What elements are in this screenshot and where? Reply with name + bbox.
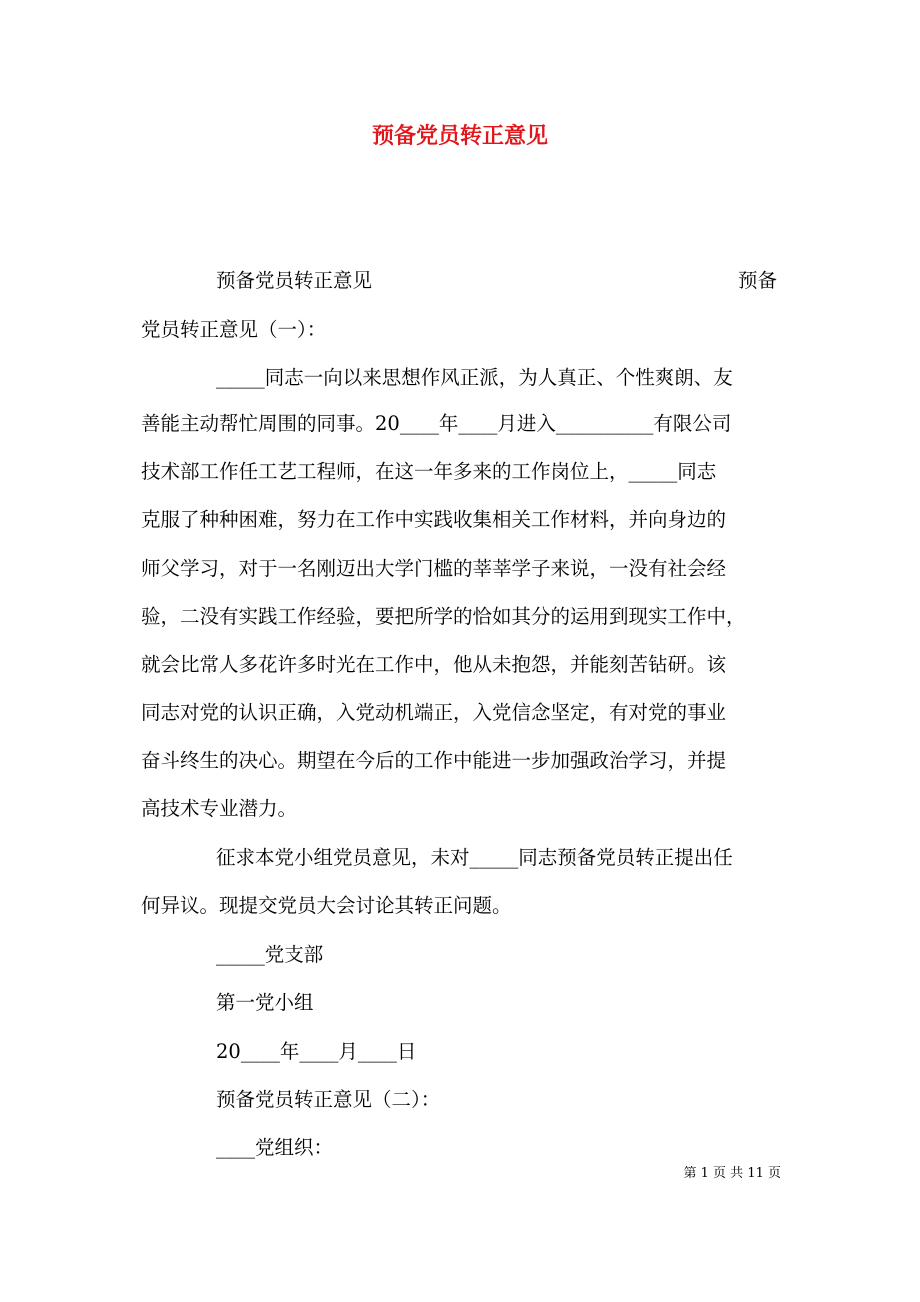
section-one-heading: 党员转正意见（一）： [141, 318, 327, 341]
paragraph-line: 奋斗终生的决心。期望在今后的工作中能进一步加强政治学习，并提 [141, 749, 727, 772]
paragraph-line: 技术部工作任工艺工程师，在这一年多来的工作岗位上，_____同志 [141, 460, 717, 483]
page-number-footer: 第 1 页 共 11 页 [683, 1166, 781, 1181]
paragraph-line: 善能主动帮忙周围的同事。20____年____月进入__________有限公司 [141, 412, 732, 435]
section-two-heading: 预备党员转正意见（二）： [216, 1088, 441, 1111]
signature-date: 20____年____月____日 [216, 1040, 417, 1063]
signature-branch: _____党支部 [216, 943, 324, 966]
paragraph-line: 验，二没有实践工作经验，要把所学的恰如其分的运用到现实工作中， [141, 605, 746, 628]
paragraph-line: 师父学习，对于一名刚迈出大学门槛的莘莘学子来说，一没有社会经 [141, 557, 727, 580]
paragraph-line: 同志对党的认识正确，入党动机端正，入党信念坚定，有对党的事业 [141, 701, 727, 724]
heading-line-left: 预备党员转正意见 [216, 269, 373, 292]
paragraph-line: 克服了种种困难，努力在工作中实践收集相关工作材料，并向身边的 [141, 508, 727, 531]
document-title: 预备党员转正意见 [371, 123, 548, 149]
paragraph-line: 高技术专业潜力。 [141, 797, 298, 820]
paragraph-line: 何异议。现提交党员大会讨论其转正问题。 [141, 894, 512, 917]
paragraph-line: 就会比常人多花许多时光在工作中，他从未抱怨，并能刻苦钻研。该 [141, 653, 727, 676]
signature-group: 第一党小组 [216, 991, 314, 1014]
paragraph-line: _____同志一向以来思想作风正派，为人真正、个性爽朗、友 [216, 366, 733, 389]
salutation-line: ____党组织： [216, 1136, 334, 1159]
paragraph-line: 征求本党小组党员意见，未对_____同志预备党员转正提出任 [216, 846, 733, 869]
heading-line-right: 预备 [738, 269, 778, 292]
